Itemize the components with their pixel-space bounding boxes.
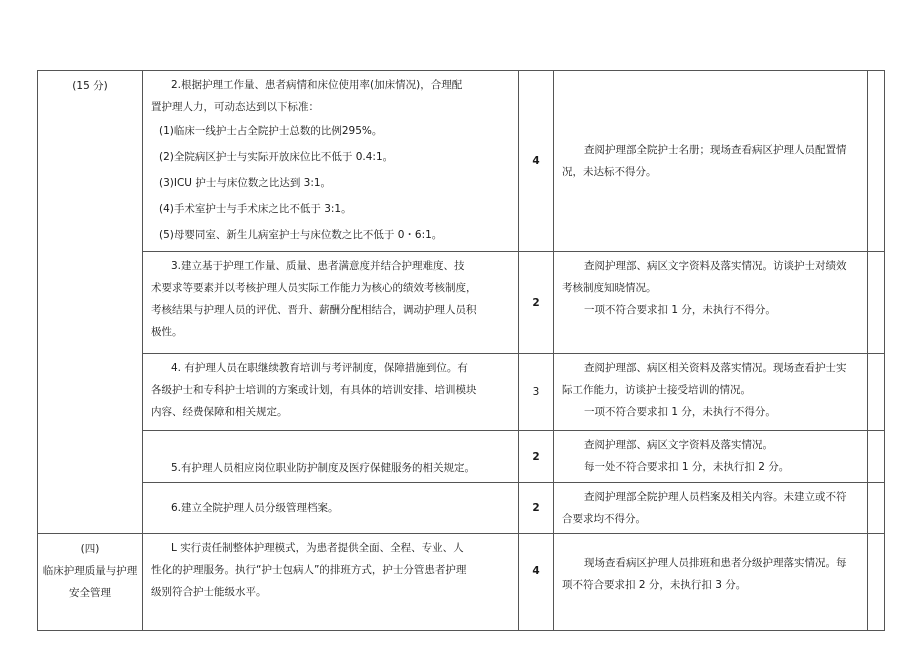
method-cell [554,534,868,631]
requirement-cell [143,431,519,483]
requirement-line: 术要求等要素并以考核护理人员实际工作能力为核心的绩效考核制度， [151,282,477,294]
requirement-item: (3)ICU 护士与床位数之比达到 3:1。 [159,177,332,189]
score-cell: 2 [519,483,554,534]
requirement-line: 3.建立基于护理工作量、质量、患者满意度并结合护理难度、技 [171,260,465,272]
method-line: 查阅护理部全院护士名册；现场查看病区护理人员配置情 [584,144,847,156]
method-cell [554,483,868,534]
method-cell [554,354,868,431]
table-row [38,483,885,534]
category-cell [38,71,143,534]
score-cell: 3 [519,354,554,431]
requirement-line: L 实行责任制整体护理模式，为患者提供全面、全程、专业、人 [171,542,464,554]
requirement-line: 内容、经费保障和相关规定。 [151,406,288,418]
requirement-line: 极性。 [151,326,183,338]
requirement-line: 各级护士和专科护士培训的方案或计划，有具体的培训安排、培训模块 [151,384,477,396]
score-cell: 2 [519,431,554,483]
method-line: 查阅护理部全院护理人员档案及相关内容。未建立或不符 [584,491,847,503]
method-line: 现场查看病区护理人员排班和患者分级护理落实情况。每 [584,557,847,569]
method-cell [554,431,868,483]
method-line: 项不符合要求扣 2 分，未执行扣 3 分。 [562,579,747,591]
category-label: 安全管理 [69,587,111,599]
method-line: 际工作能力，访谈护士接受培训的情况。 [562,384,751,396]
empty-cell [868,71,885,252]
score-cell: 2 [519,252,554,354]
requirement-line: 考核结果与护理人员的评优、晋升、薪酬分配相结合，调动护理人员积 [151,304,477,316]
requirement-line: 4. 有护理人员在职继续教育培训与考评制度，保障措施到位。有 [171,362,468,374]
method-line: 查阅护理部、病区文字资料及落实情况。 [584,439,773,451]
method-line: 一项不符合要求扣 1 分，未执行不得分。 [584,406,776,418]
requirement-item: (2)全院病区护士与实际开放床位比不低于 0.4:1。 [159,151,394,163]
table-row [38,354,885,431]
table-row [38,252,885,354]
empty-cell [868,431,885,483]
requirement-cell [143,483,519,534]
method-line: 查阅护理部、病区相关资料及落实情况。现场查看护士实 [584,362,847,374]
requirement-item: (4)手术室护士与手术床之比不低于 3:1。 [159,203,352,215]
requirement-cell [143,71,519,252]
table-row [38,71,885,252]
requirement-line: 2.根据护理工作量、患者病情和床位使用率(加床情况)，合理配 [171,79,463,91]
requirement-cell [143,252,519,354]
requirement-line: 5.有护理人员相应岗位职业防护制度及医疗保健服务的相关规定。 [171,462,476,474]
category-label: (15 分) [72,80,108,92]
requirement-cell [143,534,519,631]
method-cell [554,252,868,354]
requirement-line: 6.建立全院护理人员分级管理档案。 [171,502,339,514]
requirement-line: 级别符合护士能级水平。 [151,586,267,598]
requirement-item: (1)临床一线护士占全院护士总数的比例295%。 [159,125,383,137]
method-line: 一项不符合要求扣 1 分，未执行不得分。 [584,304,776,316]
category-label: (四) [80,543,100,555]
method-line: 查阅护理部、病区文字资料及落实情况。访谈护士对绩效 [584,260,847,272]
method-line: 合要求均不得分。 [562,513,646,525]
requirement-line: 置护理人力，可动态达到以下标准： [151,101,319,113]
method-cell [554,71,868,252]
empty-cell [868,354,885,431]
method-line: 每一处不符合要求扣 1 分，未执行扣 2 分。 [584,461,790,473]
empty-cell [868,483,885,534]
empty-cell [868,534,885,631]
evaluation-table [37,70,885,631]
category-cell [38,534,143,631]
method-line: 况，未达标不得分。 [562,166,657,178]
table-row [38,534,885,631]
table-row [38,431,885,483]
score-cell: 4 [519,71,554,252]
empty-cell [868,252,885,354]
requirement-cell [143,354,519,431]
requirement-item: (5)母婴同室、新生儿病室护士与床位数之比不低于 0・6:1。 [159,229,443,241]
category-label: 临床护理质量与护理 [42,565,138,577]
requirement-line: 性化的护理服务。执行“护士包病人”的排班方式，护士分管患者护理 [151,564,467,576]
score-cell: 4 [519,534,554,631]
method-line: 考核制度知晓情况。 [562,282,657,294]
